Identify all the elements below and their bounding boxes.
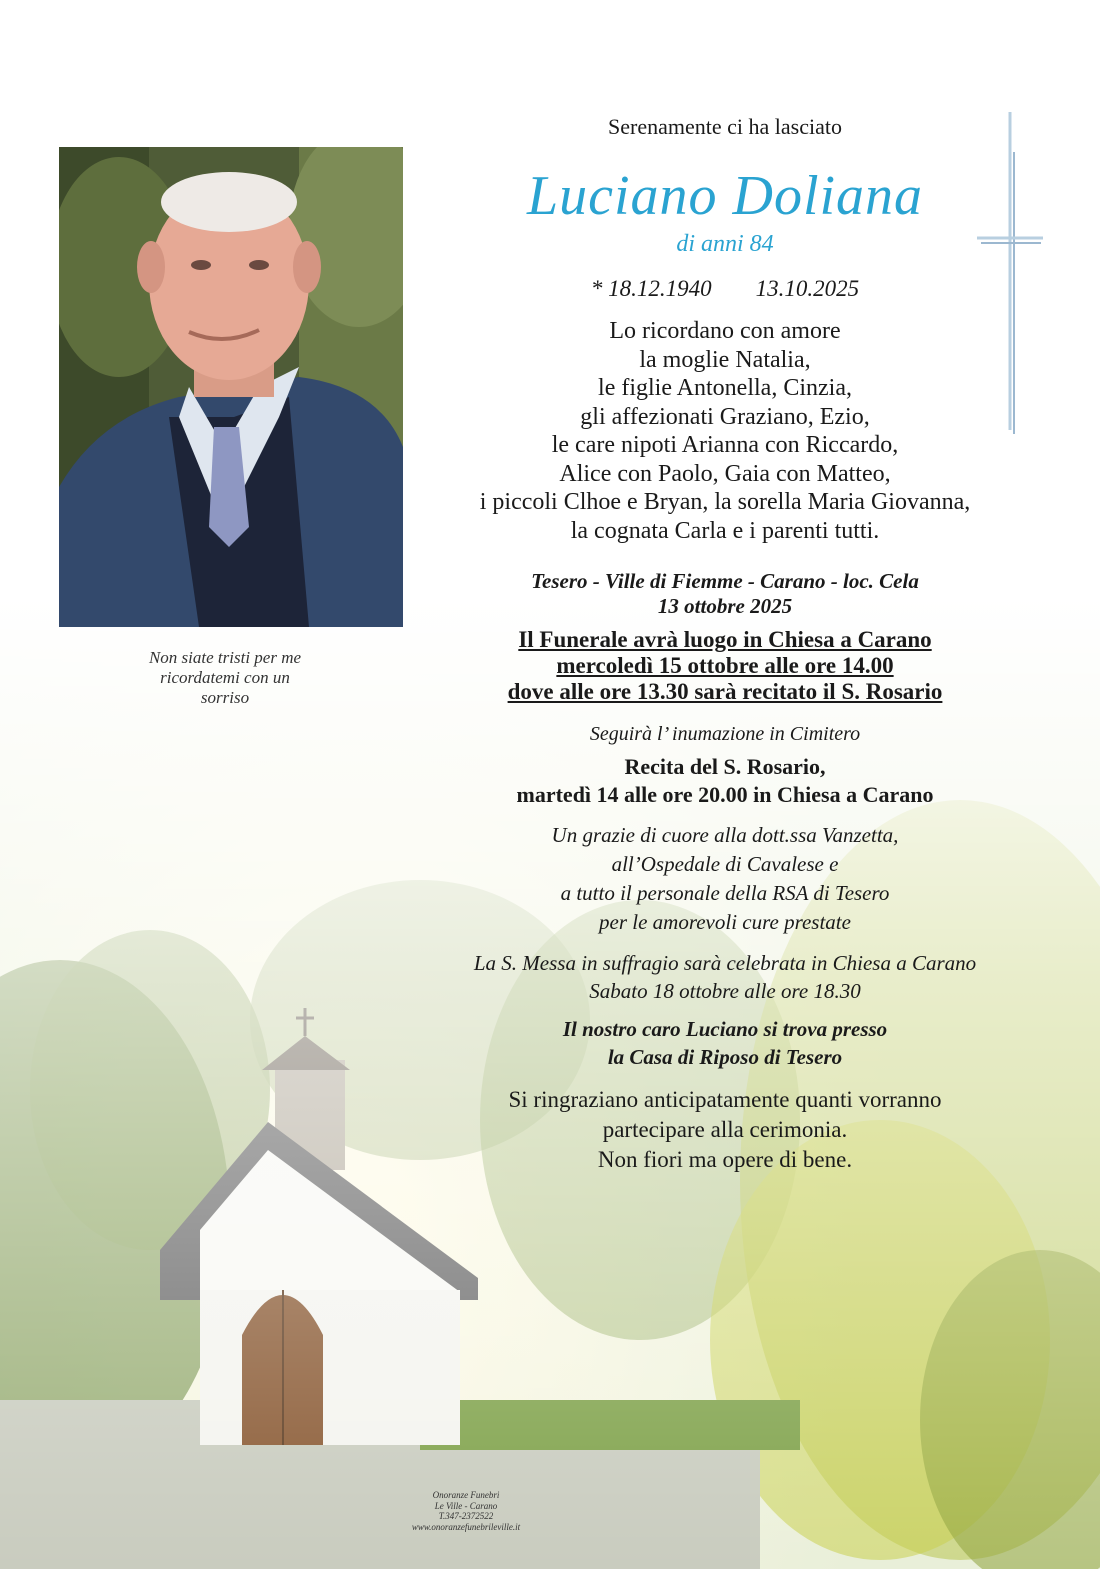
birth-date: * 18.12.1940: [590, 276, 712, 301]
closing-line: partecipare alla cerimonia.: [602, 1117, 848, 1142]
mourners-line: la moglie Natalia,: [639, 346, 811, 373]
mourners-line: Alice con Paolo, Gaia con Matteo,: [559, 460, 891, 487]
footer-phone: T.347-2372522: [438, 1511, 494, 1521]
mourners-line: i piccoli Clhoe e Bryan, la sorella Maria Giovanna,: [479, 489, 971, 515]
funeral-line: Il Funerale avrà luogo in Chiesa a Carano: [518, 627, 932, 652]
mourners-line: le care nipoti Arianna con Riccardo,: [551, 432, 899, 458]
thanks-line: per le amorevoli cure prestate: [599, 910, 851, 934]
obituary-text: [420, 112, 1030, 1175]
life-dates: [420, 273, 1030, 305]
thanks-line: all’Ospedale di Cavalese e: [611, 852, 839, 876]
photo-caption: [100, 648, 350, 708]
portrait-photo: [59, 147, 403, 627]
intro-text: Serenamente ci ha lasciato: [608, 114, 842, 139]
mass-line: Sabato 18 ottobre alle ore 18.30: [589, 979, 861, 1003]
closing-line: Non fiori ma opere di bene.: [597, 1147, 853, 1172]
caption-line: ricordatemi con un: [160, 668, 290, 687]
caption-line: sorriso: [200, 688, 250, 707]
age-text: di anni 84: [676, 231, 774, 257]
mourners-line: gli affezionati Graziano, Ezio,: [580, 403, 870, 430]
mass-info: [420, 949, 1030, 1005]
footer-line: Le Ville - Carano: [434, 1500, 498, 1511]
thanks-text: [420, 821, 1030, 937]
thanks-line: Un grazie di cuore alla dott.ssa Vanzetta,: [551, 823, 899, 847]
mass-line: La S. Messa in suffragio sarà celebrata in Chiesa a Carano: [473, 951, 977, 975]
resting-place-line: Il nostro caro Luciano si trova presso: [562, 1017, 888, 1041]
location-line: Tesero - Ville di Fiemme - Carano - loc. Cela: [531, 569, 919, 593]
deceased-name: Luciano Doliana: [526, 165, 924, 227]
resting-place-line: la Casa di Riposo di Tesero: [607, 1045, 843, 1069]
footer-line: Onoranze Funebri: [432, 1490, 500, 1500]
rosary-line: Recita del S. Rosario,: [624, 754, 826, 779]
closing-text: [420, 1085, 1030, 1175]
death-date: 13.10.2025: [755, 276, 860, 301]
mourners-line: Lo ricordano con amore: [609, 318, 841, 344]
funeral-info: [420, 627, 1030, 705]
funeral-home-footer: [366, 1490, 566, 1532]
location-date: [420, 569, 1030, 619]
funeral-line: dove alle ore 13.30 sarà recitato il S. Rosario: [507, 679, 943, 704]
thanks-line: a tutto il personale della RSA di Tesero: [560, 881, 890, 905]
mourners-line: la cognata Carla e i parenti tutti.: [570, 517, 880, 544]
mourners-list: [420, 317, 1030, 545]
mourners-line: le figlie Antonella, Cinzia,: [598, 375, 852, 401]
caption-line: Non siate tristi per me: [148, 648, 302, 667]
burial-info: Seguirà l’ inumazione in Cimitero: [589, 723, 861, 745]
funeral-line: mercoledì 15 ottobre alle ore 14.00: [556, 653, 894, 678]
closing-line: Si ringraziano anticipatamente quanti vorranno: [508, 1087, 942, 1112]
rosary-info: [420, 753, 1030, 809]
location-line: 13 ottobre 2025: [657, 594, 793, 618]
resting-place-info: [420, 1015, 1030, 1071]
footer-website: www.onoranzefunebrileville.it: [411, 1521, 521, 1532]
rosary-line: martedì 14 alle ore 20.00 in Chiesa a Carano: [516, 782, 934, 807]
